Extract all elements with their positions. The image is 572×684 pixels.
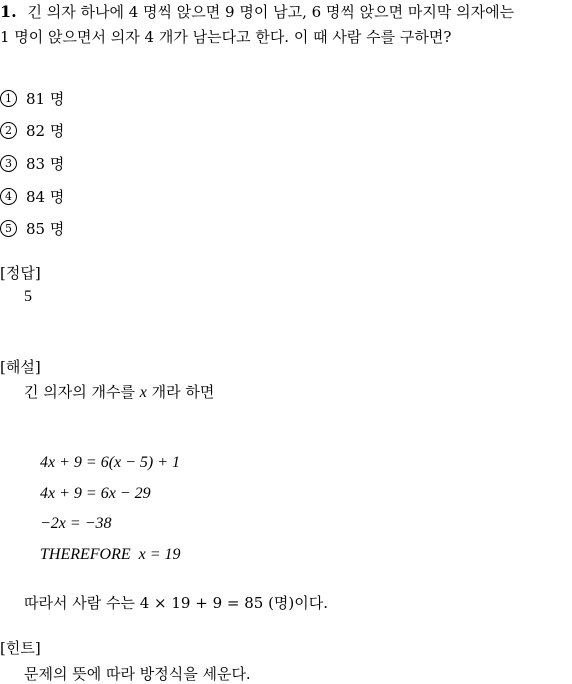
solution-conclusion: 따라서 사람 수는 4 × 19 + 9 = 85 (명)이다. bbox=[24, 594, 329, 612]
choice-mark-4: 4 bbox=[0, 188, 17, 205]
choice-text-2: 82 명 bbox=[26, 122, 65, 140]
solution-intro bbox=[24, 381, 214, 402]
choice-2[interactable] bbox=[0, 120, 64, 141]
equation-1: 4x + 9 = 6(x − 5) + 1 bbox=[40, 454, 181, 471]
choice-text-1: 81 명 bbox=[26, 90, 65, 108]
answer-label: [정답] bbox=[0, 264, 41, 282]
equation-2: 4x + 9 = 6x − 29 bbox=[40, 485, 151, 502]
solution-intro-var: x bbox=[139, 384, 147, 401]
solution-intro-after: 개라 하면 bbox=[146, 383, 215, 401]
choice-1[interactable] bbox=[0, 88, 64, 109]
hint-text: 문제의 뜻에 따라 방정식을 세운다. bbox=[24, 665, 251, 683]
solution-intro-before: 긴 의자의 개수를 bbox=[24, 383, 140, 401]
hint-label: [힌트] bbox=[0, 639, 41, 657]
choice-text-5: 85 명 bbox=[26, 220, 65, 238]
choice-text-3: 83 명 bbox=[26, 155, 65, 173]
question-text-1: 긴 의자 하나에 4 명씩 앉으면 9 명이 남고, 6 명씩 앉으면 마지막 의자에는 bbox=[27, 3, 515, 21]
question-number: 1. bbox=[0, 2, 17, 21]
choice-mark-2: 2 bbox=[0, 122, 17, 139]
equation-4-word: THEREFORE bbox=[40, 546, 131, 563]
choice-5[interactable] bbox=[0, 218, 64, 239]
equation-3: −2x = −38 bbox=[40, 515, 112, 532]
choice-mark-5: 5 bbox=[0, 220, 17, 237]
choice-mark-1: 1 bbox=[0, 90, 17, 107]
equation-4-rest: x = 19 bbox=[138, 546, 181, 563]
choice-4[interactable] bbox=[0, 186, 64, 207]
choice-text-4: 84 명 bbox=[26, 188, 65, 206]
answer-value: 5 bbox=[24, 288, 32, 305]
solution-label: [해설] bbox=[0, 358, 41, 376]
equation-4 bbox=[40, 546, 181, 564]
question-line-1 bbox=[0, 1, 514, 22]
choice-mark-3: 3 bbox=[0, 155, 17, 172]
question-line-2: 1 명이 앉으면서 의자 4 개가 남는다고 한다. 이 때 사람 수를 구하면? bbox=[0, 28, 452, 46]
choice-3[interactable] bbox=[0, 153, 64, 174]
